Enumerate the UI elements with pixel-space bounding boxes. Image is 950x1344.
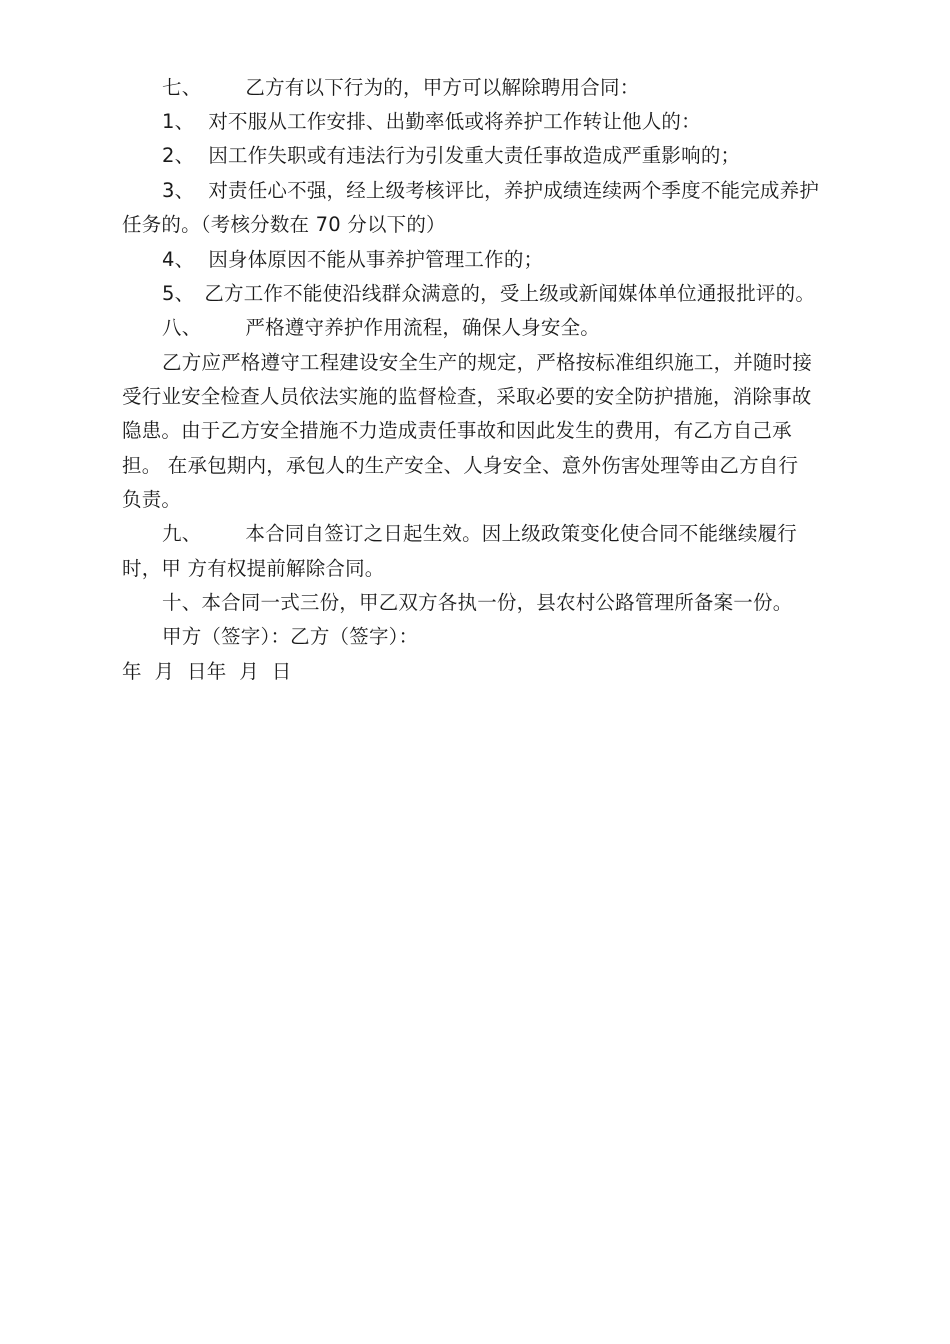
section-8-paragraph-line-2 (0, 380, 950, 414)
item-3-text-a: 对责任心不强，经上级考核评比，养护成绩连续两个季度不能完成养护 (208, 179, 820, 202)
section-7-heading (0, 71, 950, 105)
item-2-text: 因工作失职或有违法行为引发重大责任事故造成严重影响的； (208, 144, 741, 167)
paragraph-text: 隐患。由于乙方安全措施不力造成责任事故和因此发生的费用，有乙方自己承 (122, 419, 792, 442)
item-1-text: 对不服从工作安排、出勤率低或将养护工作转让他人的： (208, 110, 701, 133)
section-8-paragraph-line-3 (0, 414, 950, 448)
section-8-heading (0, 311, 950, 345)
item-4 (0, 243, 950, 277)
section-7-text: 乙方有以下行为的，甲方可以解除聘用合同： (245, 76, 640, 99)
item-3-number: 3、 (162, 179, 195, 202)
paragraph-text: 乙方应严格遵守工程建设安全生产的规定，严格按标准组织施工，并随时接 (162, 351, 813, 374)
signature-text: 甲方（签字）：乙方（签字）： (162, 625, 419, 648)
item-1 (0, 105, 950, 139)
signature-line (0, 620, 950, 654)
section-8-paragraph-line-1 (0, 346, 950, 380)
section-9-text-b: 时，甲 方有权提前解除合同。 (122, 557, 385, 580)
section-8-number: 八、 (162, 316, 202, 339)
item-3-text-b: 任务的。（考核分数在 70 分以下的） (122, 213, 446, 236)
paragraph-text: 担。 在承包期内，承包人的生产安全、人身安全、意外伤害处理等由乙方自行 (122, 454, 799, 477)
item-3-continued (0, 208, 950, 242)
date-text: 年 月 日年 月 日 (122, 660, 292, 683)
paragraph-text: 负责。 (122, 488, 182, 511)
section-10 (0, 586, 950, 620)
section-9-continued (0, 552, 950, 586)
item-3 (0, 174, 950, 208)
section-9-text-a: 本合同自签订之日起生效。因上级政策变化使合同不能继续履行 (245, 522, 798, 545)
section-10-text: 十、本合同一式三份，甲乙双方各执一份，县农村公路管理所备案一份。 (162, 591, 793, 614)
item-2-number: 2、 (162, 144, 195, 167)
item-5-text: 乙方工作不能使沿线群众满意的，受上级或新闻媒体单位通报批评的。 (204, 282, 816, 305)
item-5 (0, 277, 950, 311)
section-8-text: 严格遵守养护作用流程，确保人身安全。 (245, 316, 601, 339)
section-8-paragraph-line-5 (0, 483, 950, 517)
section-7-number: 七、 (162, 76, 202, 99)
item-2 (0, 139, 950, 173)
section-9-number: 九、 (162, 522, 202, 545)
section-8-paragraph-line-4 (0, 449, 950, 483)
item-1-number: 1、 (162, 110, 195, 133)
item-4-number: 4、 (162, 248, 195, 271)
section-9-heading (0, 517, 950, 551)
paragraph-text: 受行业安全检查人员依法实施的监督检查，采取必要的安全防护措施，消除事故 (122, 385, 812, 408)
item-4-text: 因身体原因不能从事养护管理工作的； (208, 248, 544, 271)
date-line (0, 655, 950, 689)
item-5-number: 5、 (162, 282, 195, 305)
